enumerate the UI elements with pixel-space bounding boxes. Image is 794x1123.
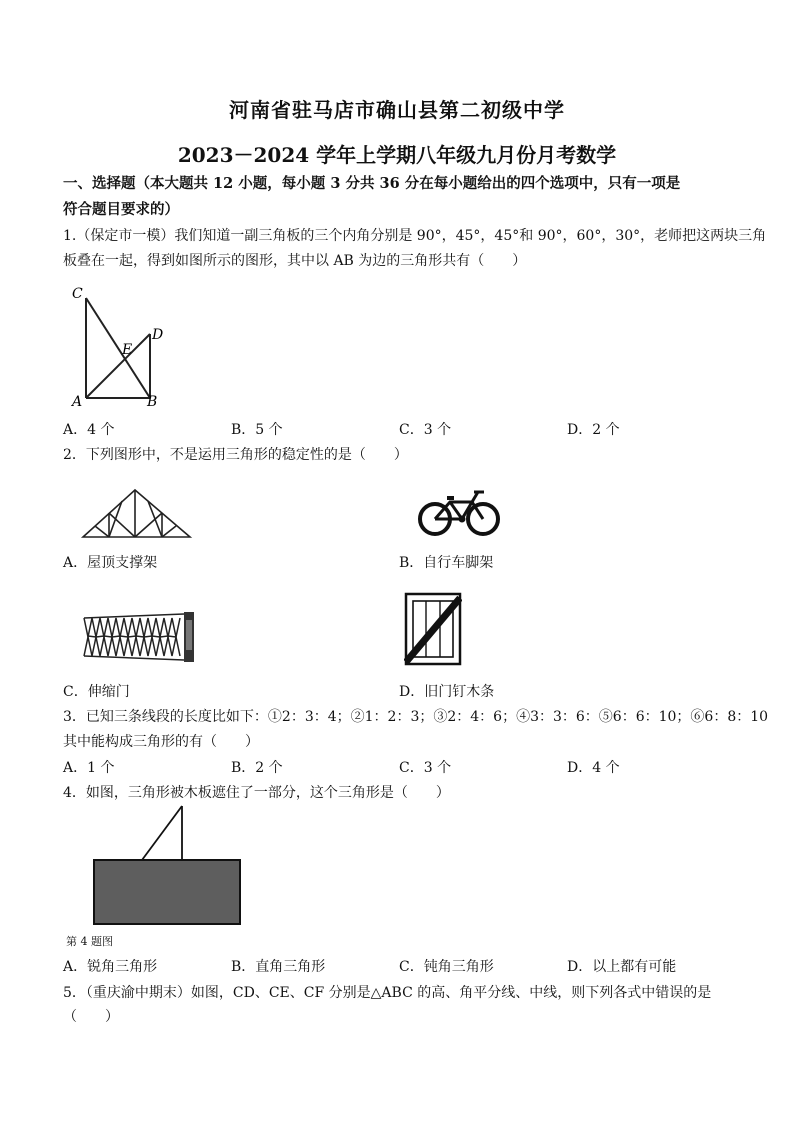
q1-label-b: B bbox=[147, 394, 158, 410]
q4-option-c: C．钝角三角形 bbox=[399, 959, 494, 975]
exam-title: 2023－2024 学年上学期八年级九月份月考数学 bbox=[177, 143, 617, 167]
q1-triangle-figure bbox=[60, 282, 170, 412]
q2-option-d: D．旧门钉木条 bbox=[399, 684, 495, 700]
q3-stem-line2: 其中能构成三角形的有（ ） bbox=[63, 734, 259, 750]
q4-option-b: B．直角三角形 bbox=[231, 959, 326, 975]
q1-label-d: D bbox=[152, 327, 164, 343]
q1-label-a: A bbox=[72, 394, 83, 410]
q3-option-c: C．3 个 bbox=[399, 760, 452, 776]
q4-triangle-left-side bbox=[142, 806, 182, 860]
q4-figure-caption: 第 4 题图 bbox=[66, 935, 113, 948]
q4-board bbox=[94, 860, 240, 924]
q4-option-d: D．以上都有可能 bbox=[567, 959, 677, 975]
q4-covered-triangle-figure bbox=[90, 804, 244, 926]
q2-stem: 2．下列图形中，不是运用三角形的稳定性的是（ ） bbox=[63, 447, 408, 463]
q3-option-a: A．1 个 bbox=[63, 760, 115, 776]
q4-stem: 4．如图，三角形被木板遮住了一部分，这个三角形是（ ） bbox=[63, 785, 450, 801]
q2-option-a: A．屋顶支撑架 bbox=[63, 555, 158, 571]
section-heading: 一、选择题（本大题共 12 小题，每小题 3 分共 36 分在每小题给出的四个选项中，只有一项是 bbox=[63, 175, 681, 192]
q1-option-d: D．2 个 bbox=[567, 422, 620, 438]
q3-option-b: B．2 个 bbox=[231, 760, 283, 776]
q1-stem-line2: 板叠在一起，得到如图所示的图形，其中以 AB 为边的三角形共有（ ） bbox=[63, 253, 527, 269]
old-door-image bbox=[404, 592, 462, 666]
q1-option-b: B．5 个 bbox=[231, 422, 283, 438]
q1-label-e: E bbox=[122, 342, 133, 358]
q1-label-c: C bbox=[72, 286, 83, 302]
q1-line-cb bbox=[86, 298, 150, 398]
q4-option-a: A．锐角三角形 bbox=[63, 959, 158, 975]
q5-stem-line1: 5．（重庆渝中期末）如图，CD、CE、CF 分别是△ABC 的高、角平分线、中线，则下列各式中错误的是 bbox=[63, 985, 712, 1001]
q2-option-c: C．伸缩门 bbox=[63, 684, 130, 700]
roof-truss-image bbox=[80, 485, 196, 543]
q1-line-da bbox=[86, 334, 150, 398]
q2-option-b: B．自行车脚架 bbox=[399, 555, 494, 571]
q1-option-c: C．3 个 bbox=[399, 422, 452, 438]
bicycle-image bbox=[414, 486, 502, 542]
section-heading-cont: 符合题目要求的） bbox=[63, 201, 179, 218]
q5-stem-line2: （ ） bbox=[63, 1009, 119, 1025]
folding-gate-image bbox=[80, 606, 202, 666]
q3-option-d: D．4 个 bbox=[567, 760, 620, 776]
q1-option-a: A．4 个 bbox=[63, 422, 115, 438]
q1-stem-line1: 1.（保定市一模）我们知道一副三角板的三个内角分别是 90°，45°，45°和 90°，60°，30°，老师把这两块三角 bbox=[63, 228, 767, 244]
q3-stem-line1: 3．已知三条线段的长度比如下：①2：3：4；②1：2：3；③2：4：6；④3：3：6：⑤6：6：10；⑥6：8：10 bbox=[63, 709, 769, 725]
school-title: 河南省驻马店市确山县第二初级中学 bbox=[229, 98, 565, 122]
